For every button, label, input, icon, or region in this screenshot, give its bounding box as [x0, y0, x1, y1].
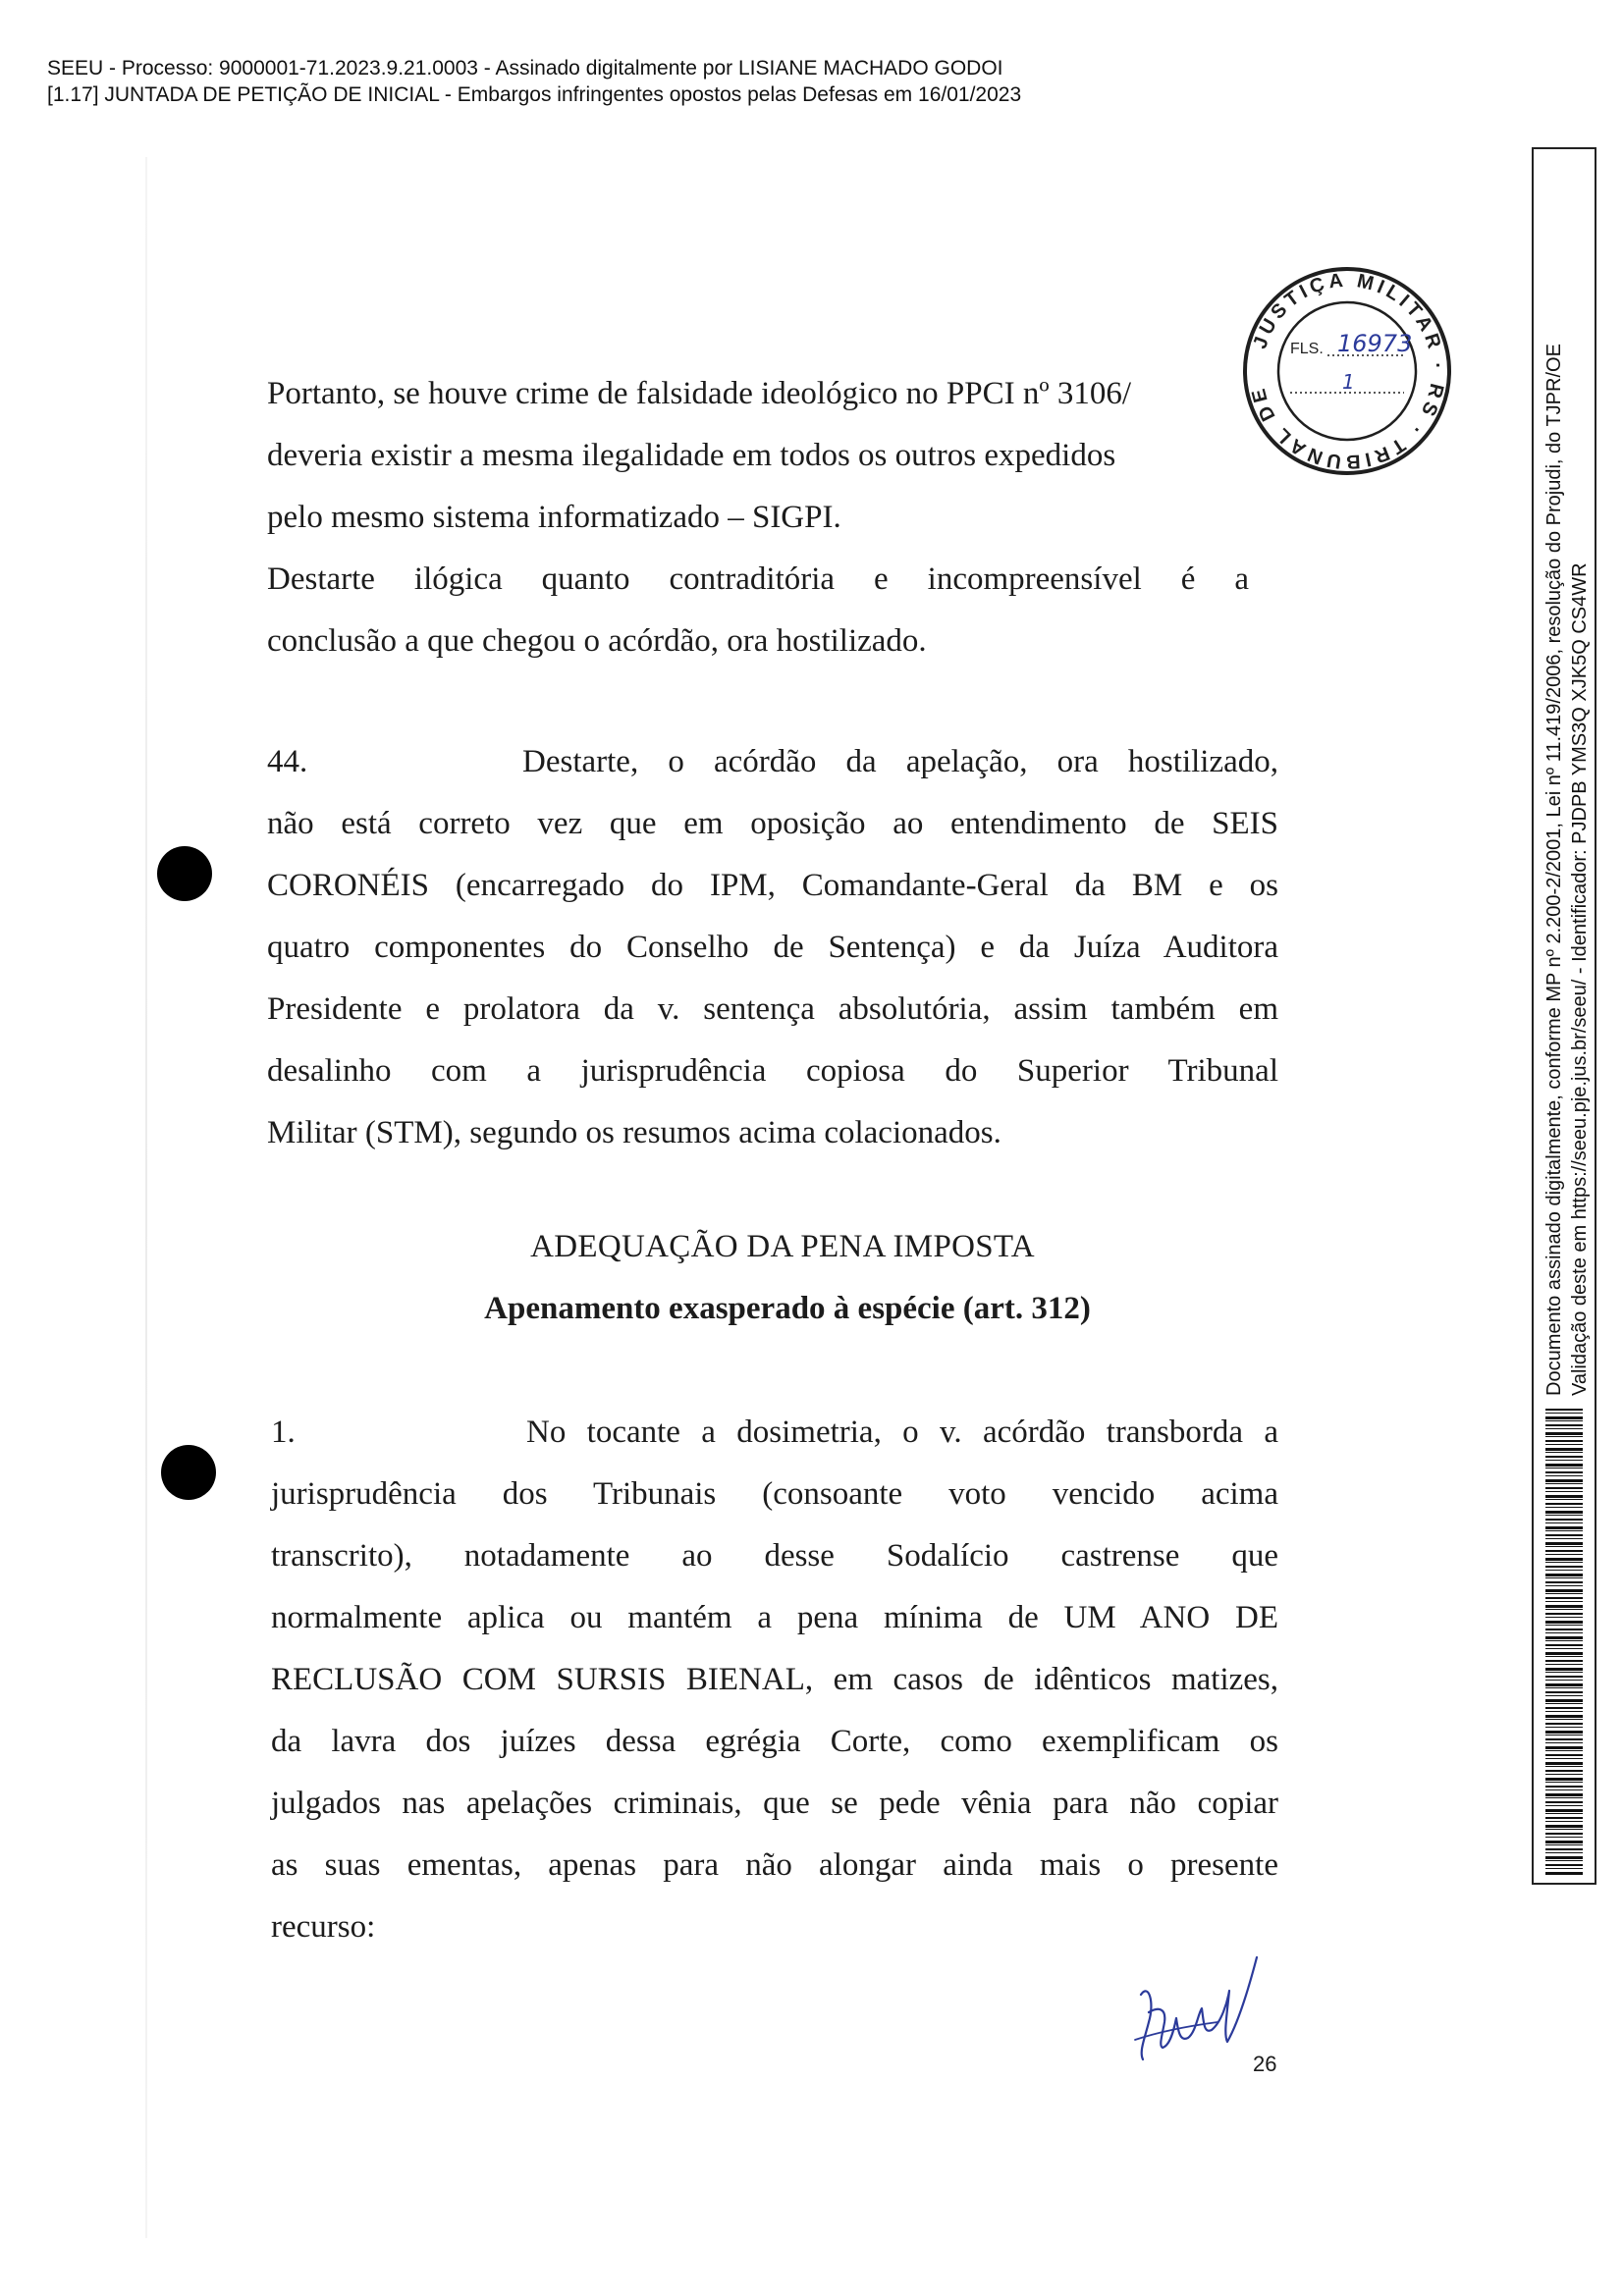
paragraph-44 — [267, 731, 1278, 1164]
section-heading: ADEQUAÇÃO DA PENA IMPOSTA — [530, 1229, 1035, 1264]
text-line: recurso: — [271, 1909, 376, 1945]
text-line: RECLUSÃO COM SURSIS BIENAL, em casos de idênticos matizes, — [271, 1662, 1278, 1697]
paragraph-portanto — [267, 363, 1249, 672]
validation-line-signature: Documento assinado digitalmente, conforme MP nº 2.200-2/2001, Lei nº 11.419/2006, resolução do Projudi, do TJPR/OE — [1543, 344, 1565, 1396]
paragraph-first-line — [271, 1402, 1278, 1464]
text-line: Militar (STM), segundo os resumos acima colacionados. — [267, 1115, 1001, 1150]
header-line-juntada: [1.17] JUNTADA DE PETIÇÃO DE INICIAL - Embargos infringentes opostos pelas Defesas em 16/01/2023 — [47, 83, 1022, 106]
text-line: julgados nas apelações criminais, que se pede vênia para não copiar — [271, 1786, 1278, 1821]
text-line: desalinho com a jurisprudência copiosa do Superior Tribunal — [267, 1053, 1278, 1089]
page-number: 26 — [1253, 2052, 1277, 2076]
document-header — [47, 55, 1021, 108]
header-line-process: SEEU - Processo: 9000001-71.2023.9.21.0003 - Assinado digitalmente por LISIANE MACHADO GODOI — [47, 57, 1003, 80]
stamp-fls-number: 16973 — [1337, 330, 1413, 357]
text-line: as suas ementas, apenas para não alongar ainda mais o presente — [271, 1847, 1278, 1883]
paragraph-number: 1. — [271, 1415, 296, 1450]
text-line: transcrito), notadamente ao desse Sodalício castrense que — [271, 1538, 1278, 1574]
handwritten-signature — [1119, 1944, 1267, 2091]
court-stamp — [1239, 263, 1455, 479]
validation-line-url: Validação deste em https://seeu.pje.jus.br/seeu/ - Identificador: PJDPB YMS3Q XJK5Q CS4WR — [1569, 562, 1591, 1396]
text-line: normalmente aplica ou mantém a pena mínima de UM ANO DE — [271, 1600, 1278, 1635]
text-line: jurisprudência dos Tribunais (consoante voto vencido acima — [271, 1476, 1278, 1512]
text-line: No tocante a dosimetria, o v. acórdão transborda a — [526, 1415, 1278, 1450]
text-line: quatro componentes do Conselho de Sentença) e da Juíza Auditora — [267, 930, 1278, 965]
section-subheading: Apenamento exasperado à espécie (art. 312) — [484, 1291, 1091, 1326]
punch-hole-bottom — [161, 1445, 216, 1500]
paragraph-first-line — [267, 731, 1278, 793]
text-line: Presidente e prolatora da v. sentença absolutória, assim também em — [267, 991, 1278, 1027]
text-line: Destarte ilógica quanto contraditória e incompreensível é a — [267, 561, 1249, 597]
stamp-ring-text: JUSTIÇA MILITAR · RS · TRIBUNAL DE — [1247, 269, 1449, 473]
text-line: Portanto, se houve crime de falsidade ideológico no PPCI nº 3106/ — [267, 376, 1131, 411]
stamp-fls-sub: 1 — [1342, 370, 1355, 394]
paragraph-number: 44. — [267, 744, 308, 779]
text-line: pelo mesmo sistema informatizado – SIGPI. — [267, 500, 841, 535]
punch-hole-top — [157, 846, 212, 901]
scan-page-edge — [145, 157, 147, 2238]
stamp-fls-label: FLS. — [1290, 341, 1324, 357]
text-line: da lavra dos juízes dessa egrégia Corte, como exemplificam os — [271, 1724, 1278, 1759]
paragraph-1 — [271, 1402, 1278, 1958]
validation-text-block — [1542, 344, 1593, 1396]
text-line: deveria existir a mesma ilegalidade em todos os outros expedidos — [267, 438, 1116, 473]
text-line: não está correto vez que em oposição ao entendimento de SEIS — [267, 806, 1278, 841]
validation-barcode — [1545, 1409, 1583, 1875]
text-line: CORONÉIS (encarregado do IPM, Comandante-Geral da BM e os — [267, 868, 1278, 903]
text-line: conclusão a que chegou o acórdão, ora hostilizado. — [267, 623, 927, 659]
text-line: Destarte, o acórdão da apelação, ora hostilizado, — [522, 744, 1278, 779]
